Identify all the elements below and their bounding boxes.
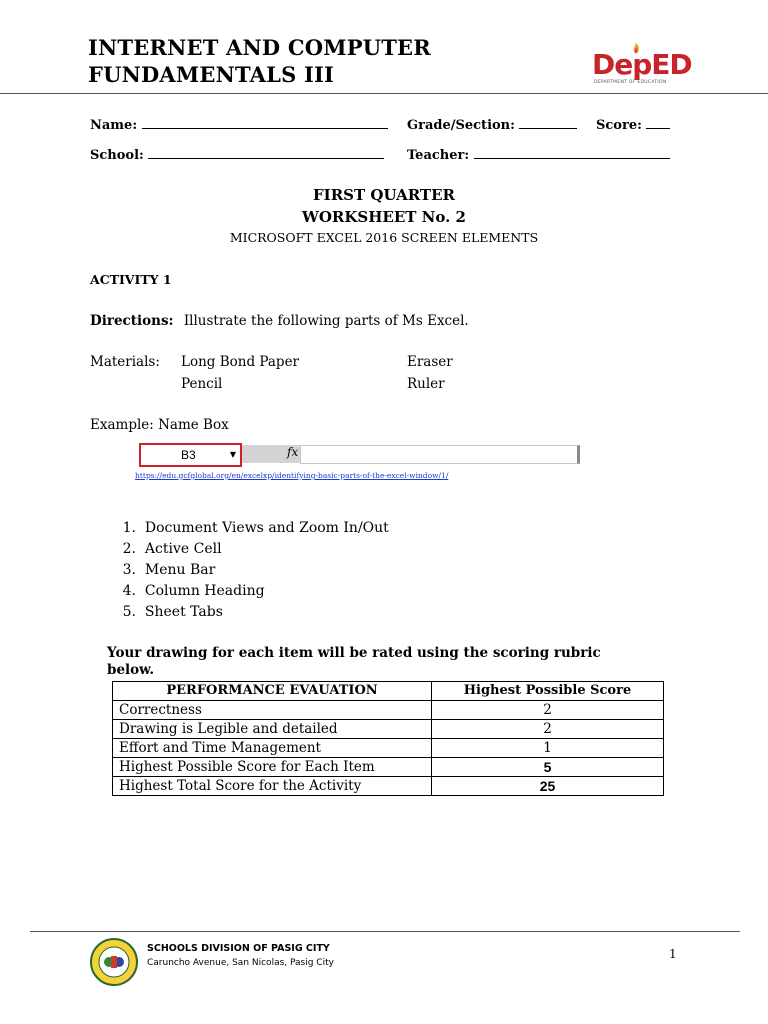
table-row: [113, 720, 664, 739]
worksheet-subheading: MICROSOFT EXCEL 2016 SCREEN ELEMENTS: [229, 230, 539, 245]
logo-subtext: DEPARTMENT OF EDUCATION: [594, 80, 667, 85]
score-cell: 25: [432, 777, 664, 796]
score-blank[interactable]: [646, 116, 670, 129]
directions-label: Directions:: [90, 313, 174, 329]
table-row: [113, 701, 664, 720]
rubric-note: Your drawing for each item will be rated using the scoring rubric below.: [107, 645, 601, 678]
directions-text: Illustrate the following parts of Ms Excel.: [183, 313, 469, 329]
score-cell: 2: [432, 701, 664, 720]
table-header-row: [113, 682, 664, 701]
table-row: [113, 739, 664, 758]
score-field: [596, 116, 670, 133]
footer-divider: [30, 931, 740, 932]
table-row: [113, 777, 664, 796]
column-header: Highest Possible Score: [432, 682, 664, 701]
materials-label: Materials:: [90, 354, 160, 370]
formula-bar-input[interactable]: [300, 445, 580, 464]
division-seal-icon: [89, 937, 139, 987]
grade-section-label: Grade/Section:: [407, 118, 515, 133]
score-cell: 5: [432, 758, 664, 777]
grade-section-blank[interactable]: [519, 116, 577, 129]
criterion-cell: Correctness: [113, 701, 432, 720]
score-label: Score:: [596, 118, 642, 133]
name-box[interactable]: [139, 443, 242, 467]
score-cell: 2: [432, 720, 664, 739]
score-cell: 1: [432, 739, 664, 758]
worksheet-heading: WORKSHEET No. 2: [301, 208, 466, 226]
name-field: [90, 116, 388, 133]
list-item: 5. Sheet Tabs: [122, 604, 223, 620]
quarter-heading: FIRST QUARTER: [313, 186, 455, 204]
school-blank[interactable]: [148, 146, 384, 159]
table-row: [113, 758, 664, 777]
name-label: Name:: [90, 118, 138, 133]
material-item: Pencil: [181, 376, 223, 392]
column-header: PERFORMANCE EVAUATION: [113, 682, 432, 701]
material-item: Long Bond Paper: [181, 354, 300, 370]
excel-namebox-example: [135, 441, 579, 463]
name-blank[interactable]: [142, 116, 388, 129]
source-link[interactable]: https://edu.gcfglobal.org/en/excelxp/identifying-basic-parts-of-the-excel-window/1/: [135, 471, 449, 480]
list-item: 4. Column Heading: [122, 583, 265, 599]
list-item: 2. Active Cell: [122, 541, 222, 557]
directions: [90, 313, 469, 329]
chevron-down-icon[interactable]: ▼: [229, 450, 236, 459]
footer-division: SCHOOLS DIVISION OF PASIG CITY: [147, 943, 330, 954]
example-label: Example: Name Box: [90, 417, 229, 433]
material-item: Ruler: [407, 376, 445, 392]
criterion-cell: Highest Possible Score for Each Item: [113, 758, 432, 777]
logo-text-dep: Dep: [592, 48, 652, 81]
rubric-table: [112, 681, 664, 796]
material-item: Eraser: [407, 354, 453, 370]
fx-icon[interactable]: fx: [287, 445, 299, 459]
title-line-1: INTERNET AND COMPUTER: [88, 35, 431, 60]
document-title: [88, 34, 431, 88]
page-number: 1: [669, 947, 677, 961]
deped-logo: [592, 42, 692, 90]
items-list: [103, 518, 389, 623]
activity-label: ACTIVITY 1: [90, 272, 172, 287]
school-field: [90, 146, 384, 163]
teacher-blank[interactable]: [474, 146, 670, 159]
header-divider: [0, 93, 768, 94]
title-line-2: FUNDAMENTALS III: [88, 62, 335, 87]
criterion-cell: Effort and Time Management: [113, 739, 432, 758]
list-item: 3. Menu Bar: [122, 562, 216, 578]
teacher-field: [407, 146, 670, 163]
grade-section-field: [407, 116, 577, 133]
name-box-value: B3: [181, 448, 196, 462]
logo-text-ed: ED: [651, 48, 692, 81]
list-item: 1. Document Views and Zoom In/Out: [122, 520, 389, 536]
teacher-label: Teacher:: [407, 148, 470, 163]
school-label: School:: [90, 148, 144, 163]
footer-address: Caruncho Avenue, San Nicolas, Pasig City: [147, 958, 334, 968]
criterion-cell: Highest Total Score for the Activity: [113, 777, 432, 796]
criterion-cell: Drawing is Legible and detailed: [113, 720, 432, 739]
